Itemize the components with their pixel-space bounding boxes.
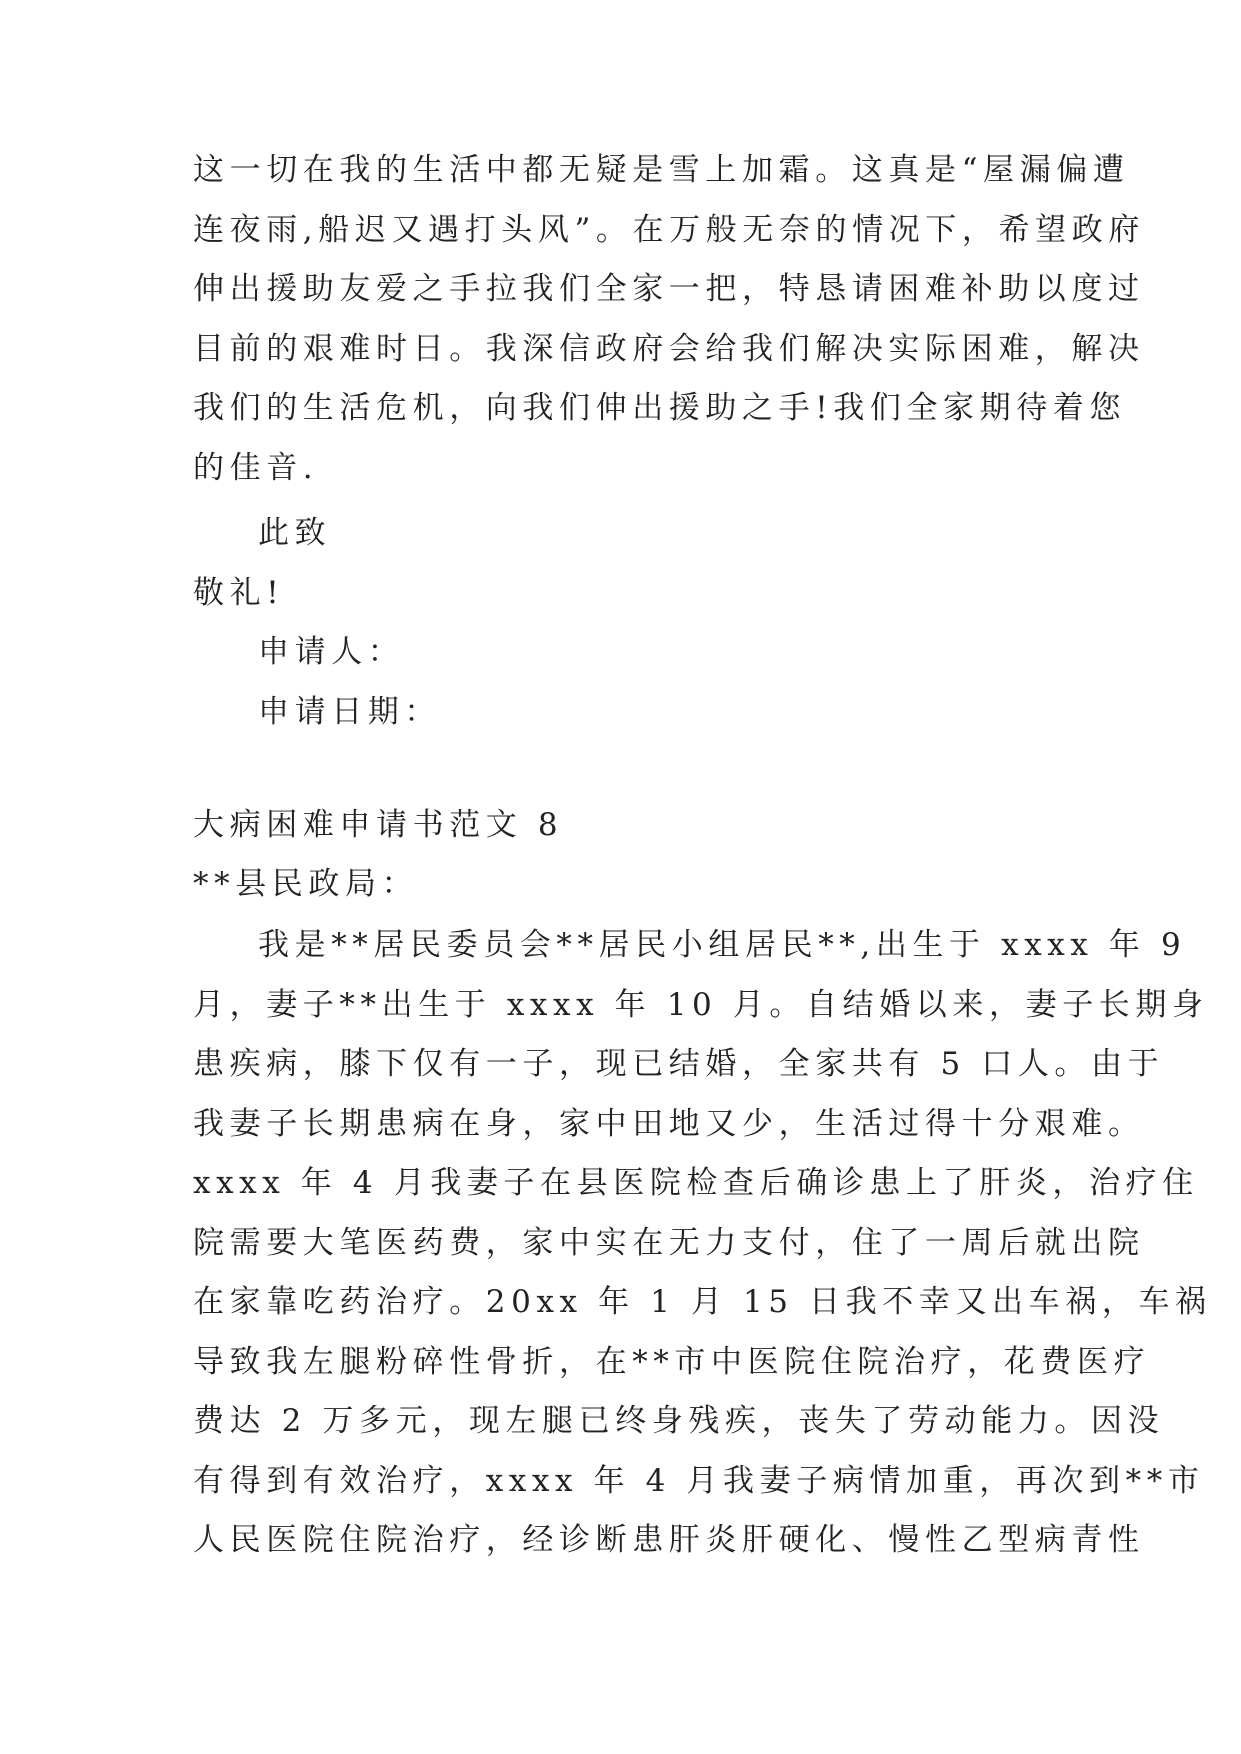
body-text-line: 伸出援助友爱之手拉我们全家一把，特恳请困难补助以度过 bbox=[193, 271, 1145, 307]
body-text-line: 导致我左腿粉碎性骨折，在**市中医院住院治疗，花费医疗 bbox=[193, 1344, 1151, 1380]
closing-salute: 敬礼! bbox=[193, 575, 285, 611]
body-text-line: 患疾病，膝下仅有一子，现已结婚，全家共有 5 口人。由于 bbox=[193, 1046, 1165, 1082]
body-text-line: 费达 2 万多元，现左腿已终身残疾，丧失了劳动能力。因没 bbox=[193, 1403, 1165, 1439]
body-text-line: 月，妻子**出生于 xxxx 年 10 月。自结婚以来，妻子长期身 bbox=[193, 987, 1209, 1023]
body-text-line: 在家靠吃药治疗。20xx 年 1 月 15 日我不幸又出车祸，车祸 bbox=[193, 1284, 1212, 1320]
body-text-line: 我们的生活危机，向我们伸出援助之手!我们全家期待着您 bbox=[193, 390, 1127, 426]
application-date-label: 申请日期： bbox=[258, 694, 441, 730]
body-text-line: 目前的艰难时日。我深信政府会给我们解决实际困难，解决 bbox=[193, 331, 1145, 367]
body-text-line: 这一切在我的生活中都无疑是雪上加霜。这真是“屋漏偏遭 bbox=[193, 152, 1130, 188]
recipient-line: **县民政局： bbox=[193, 866, 419, 902]
body-text-line: 院需要大笔医药费，家中实在无力支付，住了一周后就出院 bbox=[193, 1225, 1145, 1261]
body-text-line: 我妻子长期患病在身，家中田地又少，生活过得十分艰难。 bbox=[193, 1106, 1145, 1142]
body-text-line: 的佳音. bbox=[193, 450, 319, 486]
body-text-line: 连夜雨,船迟又遇打头风”。在万般无奈的情况下，希望政府 bbox=[193, 212, 1145, 248]
closing-phrase: 此致 bbox=[258, 515, 332, 551]
body-text-line: 人民医院住院治疗，经诊断患肝炎肝硬化、慢性乙型病青性 bbox=[193, 1522, 1145, 1558]
section-title: 大病困难申请书范文 8 bbox=[193, 807, 564, 843]
body-text-line: 我是**居民委员会**居民小组居民**,出生于 xxxx 年 9 bbox=[258, 927, 1187, 963]
body-text-line: xxxx 年 4 月我妻子在县医院检查后确诊患上了肝炎，治疗住 bbox=[193, 1165, 1199, 1201]
applicant-label: 申请人： bbox=[258, 634, 405, 670]
body-text-line: 有得到有效治疗，xxxx 年 4 月我妻子病情加重，再次到**市 bbox=[193, 1463, 1205, 1499]
